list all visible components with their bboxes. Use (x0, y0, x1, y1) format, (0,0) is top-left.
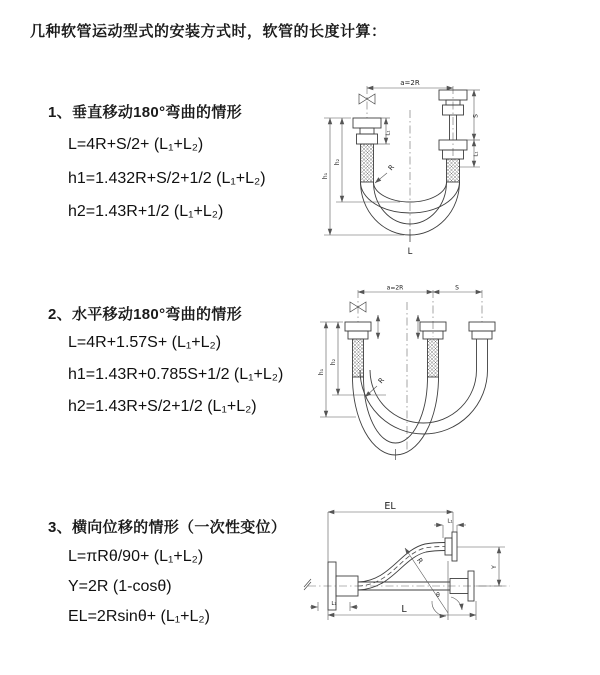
dim-label-l: L (401, 604, 407, 615)
moved-hose-end-flange (469, 322, 495, 370)
formula-line: EL=2Rsinθ+ (L₁+L₂) (68, 608, 210, 625)
dim-label-l: L (407, 247, 413, 257)
dimension-h1-h2 (318, 322, 386, 417)
dim-label-h1: h₁ (318, 368, 325, 376)
section-1-heading: 1、垂直移动180°弯曲的情形 (48, 104, 242, 121)
dim-label-l1: L₁ (473, 151, 480, 157)
section-2-heading: 2、水平移动180°弯曲的情形 (48, 306, 242, 323)
dim-label-r: R (414, 556, 425, 566)
section-3-heading: 3、横向位移的情形（一次性变位） (48, 519, 287, 536)
dim-label-s: S (472, 114, 480, 118)
formula-line: Y=2R (1-cosθ) (68, 578, 172, 595)
centerline-break-mark (304, 579, 311, 590)
dim-label-a2r: a=2R (400, 79, 420, 87)
formula-line: h2=1.43R+1/2 (L₁+L₂) (68, 203, 224, 220)
dim-label-l1: L₁ (331, 601, 337, 607)
curved-hose-displaced (358, 532, 457, 590)
dim-label-a2r: a=2R (386, 284, 404, 292)
formula-line: h1=1.43R+0.785S+1/2 (L₁+L₂) (68, 366, 284, 383)
left-hose-end-flange (345, 322, 371, 377)
dim-label-h2: h₂ (334, 158, 341, 166)
dim-label-r: R (376, 376, 387, 386)
formula-line: h2=1.43R+S/2+1/2 (L₁+L₂) (68, 398, 257, 415)
dimension-a2r (358, 285, 433, 293)
dim-label-r: R (386, 163, 397, 173)
dimension-l1-bottom (310, 601, 358, 611)
dim-label-l1: L₁ (447, 518, 453, 525)
dim-label-s: S (455, 284, 459, 292)
dim-label-h2: h₂ (330, 358, 337, 366)
dim-label-l1: L₁ (385, 130, 392, 136)
dimension-l1-top (434, 519, 466, 539)
formula-line: h1=1.432R+S/2+1/2 (L₁+L₂) (68, 170, 266, 187)
dim-label-el: EL (384, 501, 396, 512)
formula-line: L=πRθ/90+ (L₁+L₂) (68, 548, 204, 565)
page-title: 几种软管运动型式的安装方式时，软管的长度计算： (30, 23, 387, 40)
dim-label-theta: θ (436, 592, 440, 599)
u-bend-hose (353, 370, 488, 455)
dim-label-h1: h₁ (322, 172, 329, 180)
dim-label-y: Y (491, 565, 498, 569)
vertical-180-bend-diagram (308, 72, 596, 264)
dimension-y (457, 547, 505, 586)
lateral-displacement-diagram (300, 498, 600, 658)
dimension-s (433, 285, 482, 293)
left-hose-end-flange (353, 118, 381, 182)
formula-line: L=4R+S/2+ (L₁+L₂) (68, 136, 204, 153)
radius-callout (375, 163, 396, 183)
angle-construction (405, 548, 462, 620)
horizontal-180-bend-diagram (306, 282, 598, 464)
dimension-a2r (367, 79, 453, 88)
formula-line: L=4R+1.57S+ (L₁+L₂) (68, 334, 222, 351)
dimension-el (328, 501, 453, 562)
dimension-s (460, 90, 480, 167)
dimension-l1-left (378, 118, 392, 144)
middle-hose-end-flange (420, 322, 446, 377)
